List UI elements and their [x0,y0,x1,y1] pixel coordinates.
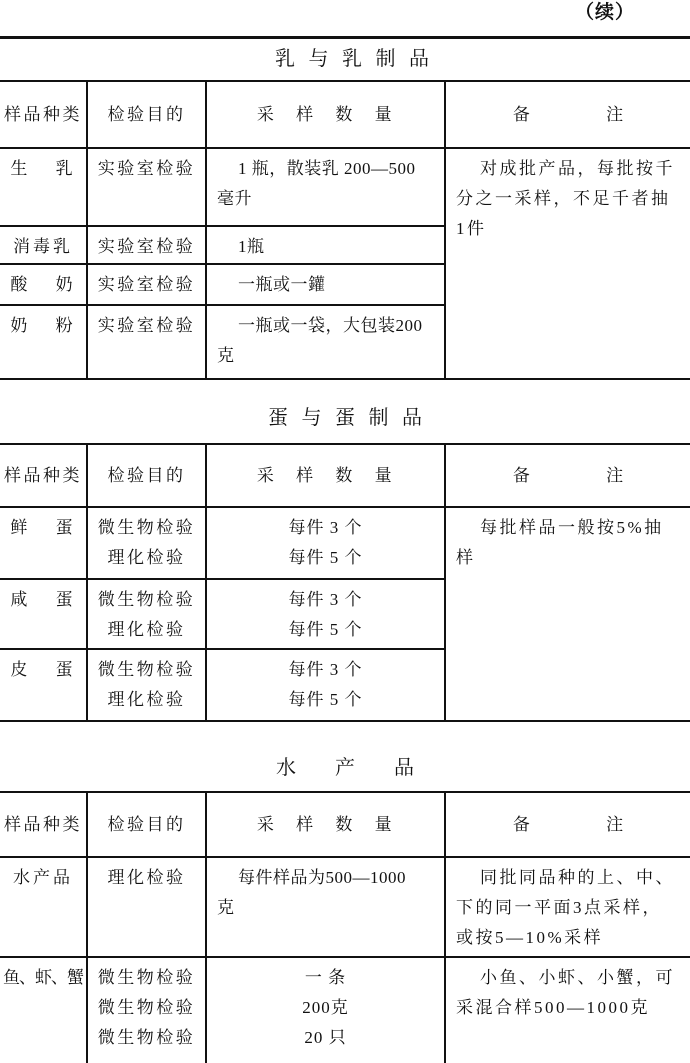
remarks-line: 小鱼、小虾、小蟹，可 [480,968,675,987]
quantity-cell [207,149,446,227]
header-species: 样品种类 [0,445,88,508]
header-purpose: 检验目的 [88,793,207,858]
purpose-cell [88,650,207,722]
quantity-cell [207,858,446,958]
quantity-cell [207,306,446,380]
quantity-line: 1瓶 [238,237,265,256]
header-quantity: 采 样 数 量 [207,793,446,858]
section-title-dairy: 乳 与 乳 制 品 [275,48,429,70]
purpose-cell [88,306,207,380]
remarks-line: 或按5—10%采样 [456,928,604,947]
purpose-cell [88,149,207,227]
species-cell: 酸 奶 [0,265,88,306]
quantity-line: 每件 3 个 [288,660,363,679]
purpose-line: 微生物检验 [97,1028,196,1047]
purpose-cell [88,580,207,650]
quantity-cell [207,580,446,650]
purpose-line: 理化检验 [107,868,186,887]
quantity-line: 一瓶或一袋，大包装200 [238,316,423,335]
purpose-line: 实验室检验 [97,237,196,256]
header-species: 样品种类 [0,82,88,149]
header-purpose: 检验目的 [88,445,207,508]
purpose-line: 微生物检验 [97,660,196,679]
species-cell: 皮 蛋 [0,650,88,722]
sampling-table-aquatic [0,791,690,1063]
header-remarks: 备 注 [446,82,690,149]
quantity-cell [207,650,446,722]
purpose-cell [88,227,207,265]
section-title-aquatic: 水 产 品 [276,757,414,779]
quantity-line: 克 [217,346,235,365]
quantity-cell [207,227,446,265]
remarks-line: 每批样品一般按5%抽 [480,518,664,537]
quantity-cell [207,265,446,306]
species-cell: 水产品 [0,858,88,958]
quantity-line: 20 只 [304,1028,347,1047]
sampling-table-dairy [0,80,690,380]
quantity-line: 200克 [302,998,349,1017]
remarks-cell [446,958,690,1063]
header-quantity: 采 样 数 量 [207,445,446,508]
species-cell: 生 乳 [0,149,88,227]
remarks-cell [446,508,690,722]
remarks-line: 下的同一平面3点采样， [456,898,662,917]
sampling-table-eggs [0,443,690,722]
quantity-line: 每件 5 个 [288,690,363,709]
quantity-line: 1 瓶，散装乳 200—500 [238,159,416,178]
purpose-line: 理化检验 [107,548,186,567]
purpose-cell [88,958,207,1063]
remarks-line: 1件 [456,219,487,238]
quantity-line: 每件 3 个 [288,590,363,609]
purpose-line: 理化检验 [107,620,186,639]
remarks-line: 样 [456,548,476,567]
purpose-cell [88,265,207,306]
remarks-line: 分之一采样，不足千者抽 [456,189,671,208]
quantity-line: 一瓶或一鑵 [238,275,326,294]
remarks-line: 对成批产品，每批按千 [480,159,675,178]
remarks-cell [446,858,690,958]
purpose-line: 微生物检验 [97,518,196,537]
header-quantity: 采 样 数 量 [207,82,446,149]
purpose-line: 微生物检验 [97,590,196,609]
purpose-line: 实验室检验 [97,275,196,294]
section-title-eggs: 蛋 与 蛋 制 品 [268,407,422,429]
quantity-line: 毫升 [217,189,252,208]
quantity-line: 每件 5 个 [288,620,363,639]
species-cell: 鲜 蛋 [0,508,88,580]
remarks-cell [446,149,690,380]
purpose-line: 微生物检验 [97,968,196,987]
species-cell: 鱼、虾、蟹 [0,958,88,1063]
remarks-line: 同批同品种的上、中、 [480,868,675,887]
purpose-line: 微生物检验 [97,998,196,1017]
species-cell: 奶 粉 [0,306,88,380]
header-remarks: 备 注 [446,793,690,858]
quantity-line: 每件 3 个 [288,518,363,537]
species-cell: 咸 蛋 [0,580,88,650]
quantity-line: 一 条 [304,968,347,987]
header-purpose: 检验目的 [88,82,207,149]
quantity-cell [207,958,446,1063]
quantity-line: 每件 5 个 [288,548,363,567]
purpose-line: 实验室检验 [97,316,196,335]
purpose-cell [88,508,207,580]
purpose-line: 实验室检验 [97,159,196,178]
purpose-line: 理化检验 [107,690,186,709]
continued-marker: （续） [574,2,635,23]
quantity-line: 每件样品为500—1000 [238,868,406,887]
species-cell: 消毒乳 [0,227,88,265]
purpose-cell [88,858,207,958]
header-remarks: 备 注 [446,445,690,508]
quantity-cell [207,508,446,580]
remarks-line: 采混合样500—1000克 [456,998,650,1017]
quantity-line: 克 [217,898,235,917]
header-species: 样品种类 [0,793,88,858]
